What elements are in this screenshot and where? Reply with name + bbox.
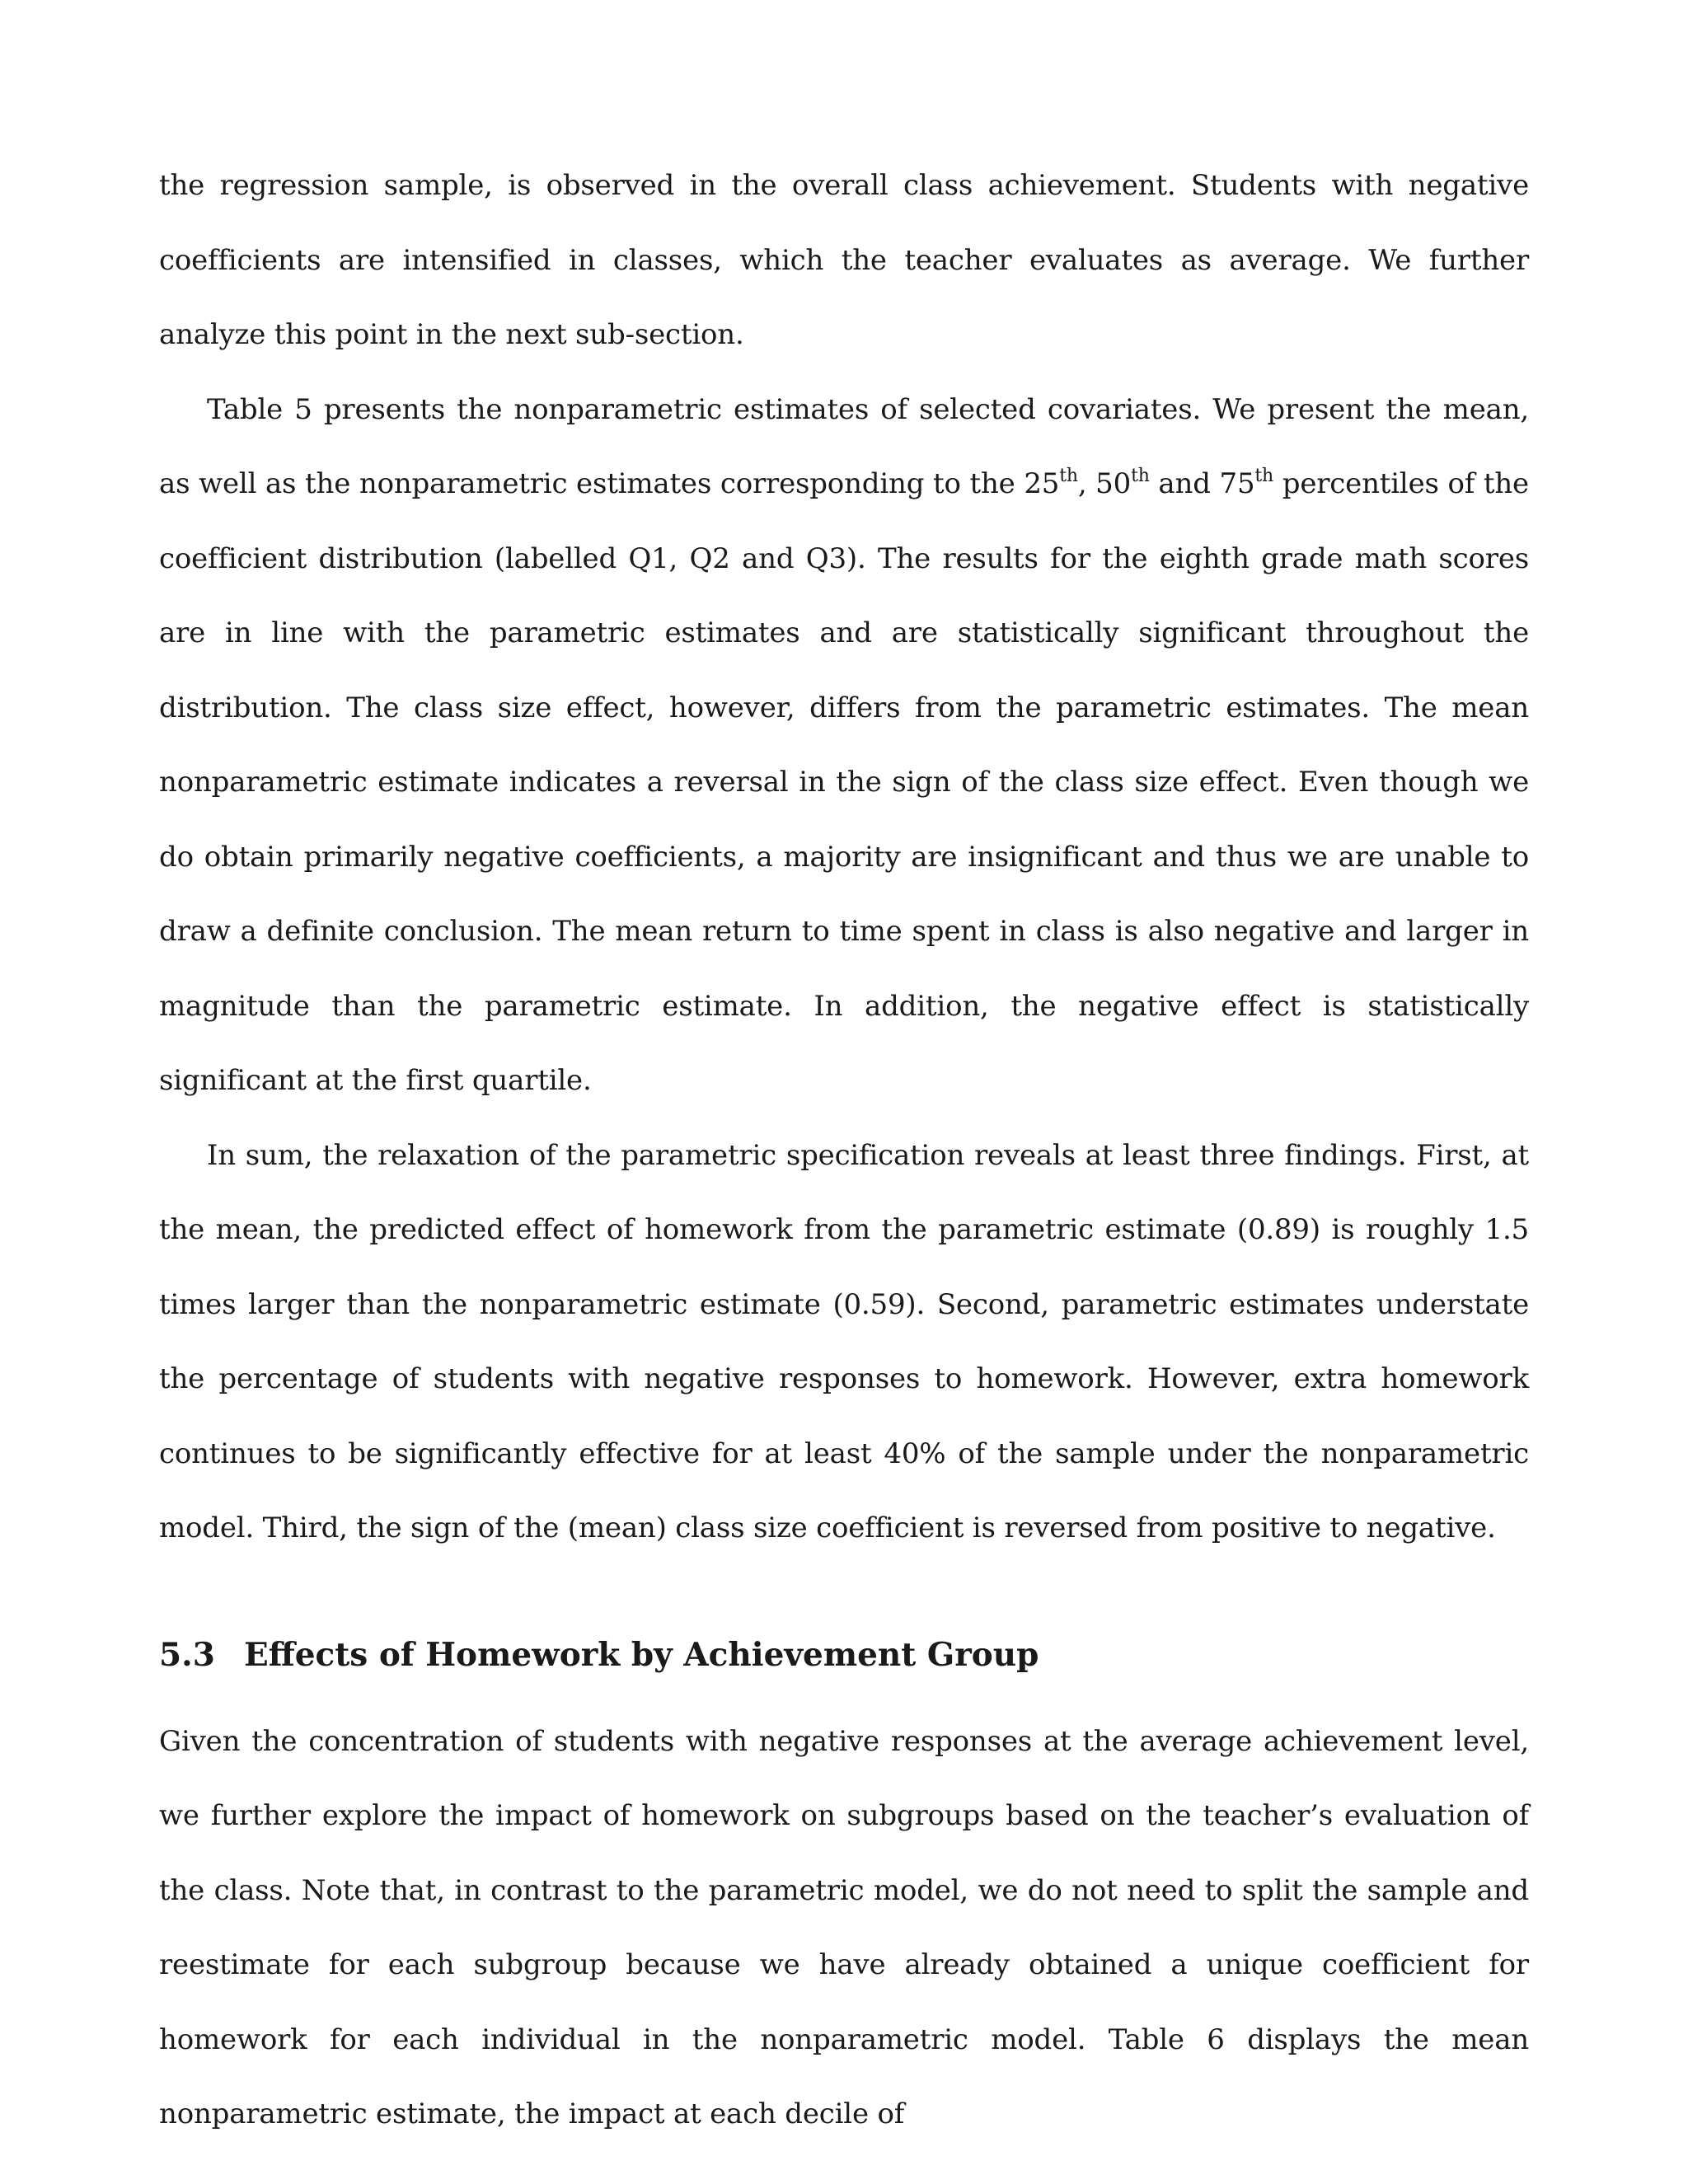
section-number: 5.3 [159, 1635, 215, 1674]
page-body [159, 148, 1529, 2152]
paragraph-continuation: the regression sample, is observed in the overall class achievement. Students with negative coefficients are intensified in classes, which the teacher evaluates as average. We further analyze this point in the next sub-section. [159, 169, 1529, 351]
paragraph-text: percentiles of the coefficient distribution (labelled Q1, Q2 and Q3). The results for the eighth grade math scores are in line with the parametric estimates and are statistically significant throughout the distribution. The class size effect, however, differs from the parametric estimates. The mean nonparametric estimate indicates a reversal in the sign of the class size effect. Even though we do obtain primarily negative coefficients, a majority are insignificant and thus we are unable to draw a definite conclusion. The mean return to time spent in class is also negative and larger in magnitude than the parametric estimate. In addition, the negative effect is statistically significant at the first quartile. [159, 467, 1529, 1097]
superscript: th [1059, 466, 1078, 486]
superscript: th [1254, 466, 1274, 486]
paragraph-section-intro: Given the concentration of students with negative responses at the average achievement level, we further explore the impact of homework on subgroups based on the teacher’s evaluation of the class. Note that, in contrast to the parametric model, we do not need to split the sample and reestimate for each subgroup because we have already obtained a unique coefficient for homework for each individual in the nonparametric model. Table 6 displays the mean nonparametric estimate, the impact at each decile of [159, 1724, 1529, 2130]
superscript: th [1131, 466, 1150, 486]
section-heading [159, 1630, 1529, 1680]
paragraph-table5 [159, 373, 1529, 1118]
paragraph-text: and 75 [1149, 467, 1255, 500]
paragraph-text: Table 5 presents the nonparametric estimates of selected covariates. We present the mean, as well as the nonparametric estimates corresponding to the 25 [159, 392, 1529, 500]
paragraph-text: , 50 [1077, 467, 1132, 500]
section-title: Effects of Homework by Achievement Group [244, 1635, 1039, 1674]
paragraph-summary: In sum, the relaxation of the parametric specification reveals at least three findings. First, at the mean, the predicted effect of homework from the parametric estimate (0.89) is roughly 1.5 times larger than the nonparametric estimate (0.59). Second, parametric estimates understate the percentage of students with negative responses to homework. However, extra homework continues to be significantly effective for at least 40% of the sample under the nonparametric model. Third, the sign of the (mean) class size coefficient is reversed from positive to negative. [159, 1138, 1529, 1544]
